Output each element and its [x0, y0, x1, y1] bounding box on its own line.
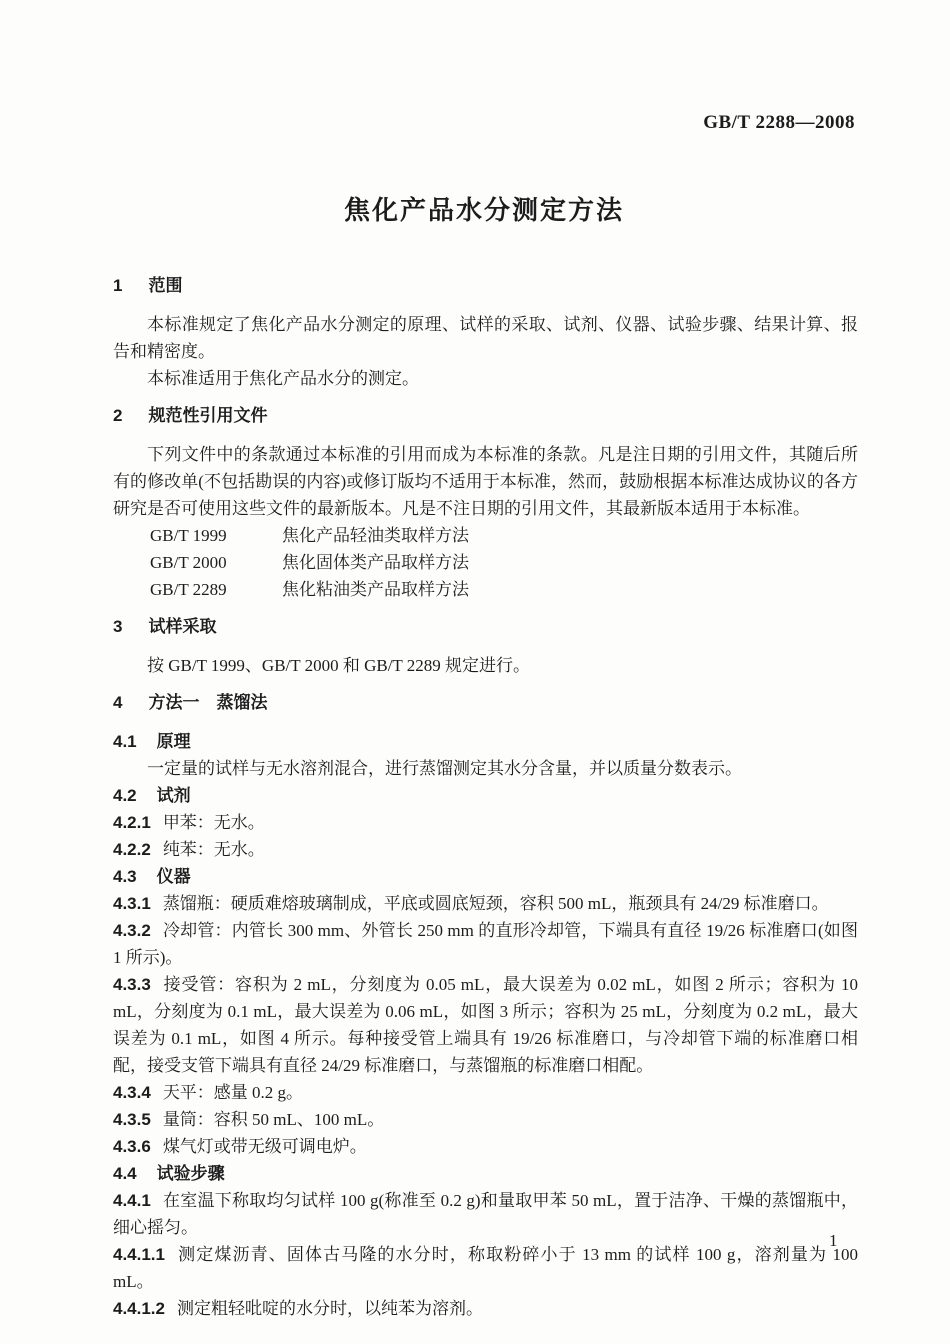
- clause-text: 煤气灯或带无级可调电炉。: [162, 1137, 367, 1156]
- clause-number: 4.3.6: [113, 1137, 151, 1156]
- document-title: 焦化产品水分测定方法: [343, 195, 624, 225]
- clause-text: 量筒：容积 50 mL、100 mL。: [162, 1110, 385, 1129]
- heading-number: 1: [113, 276, 123, 295]
- clause: [113, 836, 858, 863]
- heading-text: 试验步骤: [156, 1164, 225, 1183]
- clause: [113, 917, 858, 971]
- paragraph: 本标准规定了焦化产品水分测定的原理、试样的采取、试剂、仪器、试验步骤、结果计算、报告和精密度。: [113, 315, 858, 361]
- reference-title: 焦化产品轻油类取样方法: [282, 526, 469, 545]
- clause-text: 测定粗轻吡啶的水分时，以纯苯为溶剂。: [177, 1299, 483, 1318]
- clause-text: 测定煤沥青、固体古马隆的水分时，称取粉碎小于 13 mm 的试样 100 g，溶剂量为 100 mL。: [113, 1245, 858, 1291]
- clause-number: 4.3.2: [113, 921, 151, 940]
- clause: [113, 1187, 858, 1241]
- heading-text: 试样采取: [148, 617, 217, 636]
- heading-text: 规范性引用文件: [148, 406, 268, 425]
- section-heading: [113, 689, 858, 716]
- heading-text: 试剂: [156, 786, 191, 805]
- clause-number: 4.4.1: [113, 1191, 151, 1210]
- reference-item: [150, 576, 858, 603]
- clause-number: 4.3.4: [113, 1083, 151, 1102]
- clause-text: 冷却管：内管长 300 mm、外管长 250 mm 的直形冷却管，下端具有直径 19/26 标准磨口(如图 1 所示)。: [113, 921, 858, 967]
- heading-number: 2: [113, 406, 123, 425]
- clause: [113, 1241, 858, 1295]
- clause: [113, 971, 858, 1079]
- clause-number: 4.3.5: [113, 1110, 151, 1129]
- subsection-heading: [113, 863, 858, 890]
- paragraph: 一定量的试样与无水溶剂混合，进行蒸馏测定其水分含量，并以质量分数表示。: [147, 759, 742, 778]
- clause-text: 接受管：容积为 2 mL，分刻度为 0.05 mL，最大误差为 0.02 mL，如图 2 所示；容积为 10 mL，分刻度为 0.1 mL，最大误差为 0.06 mL，如图 3 所示；容积为 25 mL，分刻度为 0.2 mL，最大误差为 0.1 mL，如图 4 所示。每种接受管上端具有 19/26 标准磨口，与冷却管下端的标准磨口相配，接受支管下端具有直径 24/29 标准磨口，与蒸馏瓶的标准磨口相配。: [113, 975, 858, 1075]
- clause-text: 在室温下称取均匀试样 100 g(称准至 0.2 g)和量取甲苯 50 mL，置于洁净、干燥的蒸馏瓶中，细心摇匀。: [113, 1191, 858, 1237]
- clause: [113, 890, 858, 917]
- subsection-heading: [113, 728, 858, 755]
- heading-text: 原理: [156, 732, 191, 751]
- paragraph: 下列文件中的条款通过本标准的引用而成为本标准的条款。凡是注日期的引用文件，其随后所有的修改单(不包括勘误的内容)或修订版均不适用于本标准，然而，鼓励根据本标准达成协议的各方研究是否可使用这些文件的最新版本。凡是不注日期的引用文件，其最新版本适用于本标准。: [113, 445, 858, 518]
- clause-number: 4.3.3: [113, 975, 151, 994]
- heading-number: 4.4: [113, 1164, 137, 1183]
- section-heading: [113, 402, 858, 429]
- section-heading: [113, 272, 858, 299]
- clause-number: 4.2.1: [113, 813, 151, 832]
- heading-text: 仪器: [156, 867, 191, 886]
- clause-number: 4.2.2: [113, 840, 151, 859]
- reference-code: GB/T 1999: [150, 526, 227, 545]
- reference-title: 焦化粘油类产品取样方法: [282, 580, 469, 599]
- section-heading: [113, 613, 858, 640]
- heading-number: 4: [113, 693, 123, 712]
- reference-item: [150, 549, 858, 576]
- clause: [113, 809, 858, 836]
- reference-code: GB/T 2000: [150, 553, 227, 572]
- page-number: 1: [829, 1231, 838, 1250]
- reference-code: GB/T 2289: [150, 580, 227, 599]
- clause: [113, 1133, 858, 1160]
- heading-number: 4.3: [113, 867, 137, 886]
- clause-text: 纯苯：无水。: [162, 840, 265, 859]
- paragraph: 按 GB/T 1999、GB/T 2000 和 GB/T 2289 规定进行。: [147, 656, 530, 675]
- document-body: [113, 262, 858, 1322]
- clause-text: 蒸馏瓶：硬质难熔玻璃制成，平底或圆底短颈，容积 500 mL，瓶颈具有 24/29 标准磨口。: [162, 894, 829, 913]
- clause: [113, 1079, 858, 1106]
- heading-number: 4.1: [113, 732, 137, 751]
- clause-text: 天平：感量 0.2 g。: [162, 1083, 304, 1102]
- subsection-heading: [113, 782, 858, 809]
- clause: [113, 1106, 858, 1133]
- reference-item: [150, 522, 858, 549]
- standard-number: GB/T 2288—2008: [703, 112, 855, 133]
- heading-text: 范围: [148, 276, 183, 295]
- heading-number: 3: [113, 617, 123, 636]
- subsection-heading: [113, 1160, 858, 1187]
- paragraph: 本标准适用于焦化产品水分的测定。: [147, 369, 419, 388]
- heading-text: 方法一 蒸馏法: [148, 693, 268, 712]
- heading-number: 4.2: [113, 786, 137, 805]
- clause-number: 4.4.1.1: [113, 1245, 165, 1264]
- reference-title: 焦化固体类产品取样方法: [282, 553, 469, 572]
- clause-text: 甲苯：无水。: [162, 813, 265, 832]
- clause: [113, 1295, 858, 1322]
- clause-number: 4.3.1: [113, 894, 151, 913]
- clause-number: 4.4.1.2: [113, 1299, 165, 1318]
